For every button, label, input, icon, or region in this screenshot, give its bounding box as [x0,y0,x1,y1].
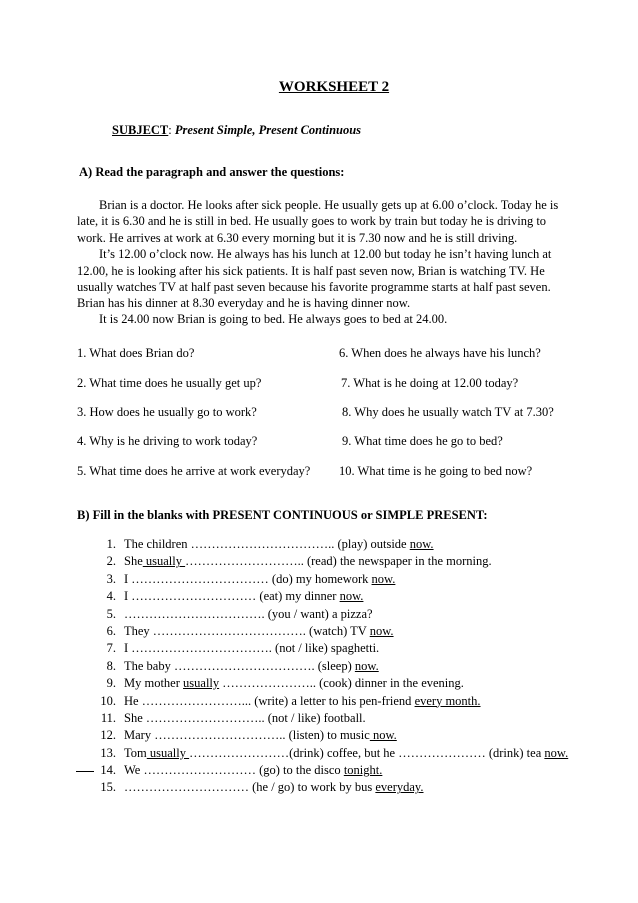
sentence-text: ……………………(drink) coffee, but he ………………… (drink) tea [189,745,545,760]
sentence-text: ………………………… (he / go) to work by bus [124,780,376,795]
subject-line [112,123,361,138]
sentence-text: I ………………………… (eat) my dinner [124,589,340,604]
paragraph-line [77,263,577,280]
paragraph-line [77,246,577,263]
item-number: 4. [106,589,116,604]
underlined-word: usually [142,554,186,569]
question-5: 5. What time does he arrive at work everyday? [77,464,311,478]
paragraph-line [77,213,577,230]
sentence-text: I ……………………………. (not / like) spaghetti. [124,641,380,656]
question-10: 10. What time is he going to bed now? [339,464,533,478]
subject-label: SUBJECT [112,123,169,137]
paragraph-line [77,311,577,328]
underlined-word: now. [339,589,364,604]
underlined-word: every month. [414,693,481,708]
fill-item-5 [92,606,568,623]
item-number: 12. [100,728,116,743]
question-8: 8. Why does he usually watch TV at 7.30? [342,405,554,419]
underlined-word: usually [183,676,220,691]
sentence-text: Mary ………………………….. (listen) to music [124,728,370,743]
sentence-text: I …………………………… (do) my homework [124,571,372,586]
paragraph-text: It is 24.00 now Brian is going to bed. He always goes to bed at 24.00. [99,312,448,326]
question-1: 1. What does Brian do? [77,346,195,360]
sentence-text: He ……………………... (write) a letter to his pen-friend [124,693,415,708]
fill-item-3 [92,571,568,588]
underlined-word: now. [354,658,379,673]
sentence-text: They ………………………………. (watch) TV [124,623,370,638]
underlined-word: now. [369,623,394,638]
fill-item-15 [92,779,568,796]
item-number: 14. [100,763,116,778]
worksheet-title: WORKSHEET 2 [278,79,390,95]
underlined-word: now. [544,745,569,760]
item-number: 8. [106,658,116,673]
sentence-text: She [124,554,143,569]
item-number: 5. [106,606,116,621]
item-number: 6. [106,623,116,638]
sentence-text: Tom [124,745,147,760]
section-a-heading: A) Read the paragraph and answer the questions: [79,165,345,179]
underlined-word: now. [369,728,397,743]
question-7: 7. What is he doing at 12.00 today? [341,376,519,390]
paragraph-text: 12.00, he is looking after his sick patients. It is half past seven now, Brian is watching TV. He [77,264,545,278]
underlined-word: everyday. [375,780,424,795]
question-6: 6. When does he always have his lunch? [339,346,541,360]
paragraph-text: Brian has his dinner at 8.30 everyday and he is having dinner now. [77,296,411,310]
sentence-text: The children …………………………….. (play) outside [124,537,410,551]
sentence-text: She ……………………….. (not / like) football. [124,710,366,725]
fill-item-10 [92,693,568,710]
fill-item-12 [92,727,568,744]
fill-item-1 [92,536,568,553]
question-9: 9. What time does he go to bed? [342,434,503,448]
item-number: 15. [100,780,116,795]
paragraph-line [77,230,577,247]
underlined-word: usually [146,745,190,760]
sentence-text: ………………….. (cook) dinner in the evening. [219,676,464,691]
fill-item-11 [92,710,568,727]
item-number: 2. [106,554,116,569]
fill-item-2 [92,553,568,570]
underlined-word: now. [371,571,396,586]
item-number: 3. [106,571,116,586]
paragraph-text: usually watches TV at half past seven because his favorite programme starts at half past seven. [77,280,551,294]
item-number: 11. [100,710,116,725]
subject-value: Present Simple, Present Continuous [174,123,362,137]
paragraph-text: Brian is a doctor. He looks after sick people. He usually gets up at 6.00 o’clock. Today he is [99,198,559,212]
sentence-text: The baby ……………………………. (sleep) [124,658,355,673]
sentence-text: ……………………………. (you / want) a pizza? [124,606,373,621]
paragraph-line [77,295,577,312]
fill-item-4 [92,588,568,605]
fill-item-13 [92,745,568,762]
sentence-text: We ……………………… (go) to the disco [124,763,344,778]
paragraph-text: late, it is 6.30 and he is still in bed. He usually goes to work by train but today he is driving to [77,214,547,228]
item-number: 10. [100,693,116,708]
section-b-heading: B) Fill in the blanks with PRESENT CONTINUOUS or SIMPLE PRESENT: [77,508,488,522]
subject-colon: : [168,123,172,137]
fill-item-9 [92,675,568,692]
item-number: 13. [100,745,116,760]
paragraph-line [77,279,577,296]
sentence-text: My mother [124,676,184,691]
fill-item-7 [92,640,568,657]
question-3: 3. How does he usually go to work? [77,405,257,419]
item-number: 7. [106,641,116,656]
question-4: 4. Why is he driving to work today? [77,434,258,448]
item-number: 9. [106,676,116,691]
fill-in-list [92,536,568,797]
underlined-word: tonight. [343,763,383,778]
paragraph-text: work. He arrives at work at 6.30 every morning but it is 7.30 now and he is still driving. [77,231,518,245]
fill-item-6 [92,623,568,640]
fill-item-14 [92,762,568,779]
sentence-text: ……………………….. (read) the newspaper in the morning. [185,554,492,569]
item-number: 1. [106,537,116,551]
underlined-word: now. [409,537,434,551]
question-2: 2. What time does he usually get up? [77,376,262,390]
fill-item-8 [92,658,568,675]
paragraph-text: It’s 12.00 o’clock now. He always has his lunch at 12.00 but today he isn’t having lunch at [99,247,552,261]
end-line-mark [76,771,94,772]
paragraph-line [77,197,577,214]
